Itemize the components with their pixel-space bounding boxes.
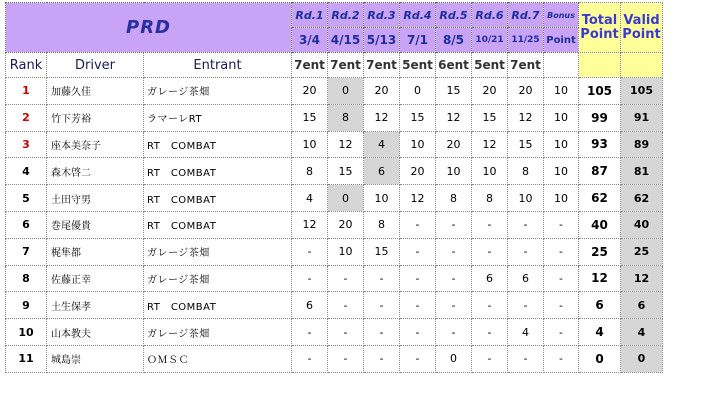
- round-label: Rd.6: [472, 3, 508, 28]
- valid-cell: 105: [621, 78, 663, 105]
- round-score-cell: 6: [364, 158, 400, 185]
- round-entries: 7ent: [328, 53, 364, 78]
- round-score-cell: 20: [400, 158, 436, 185]
- round-score-cell: -: [400, 292, 436, 319]
- table-row: [6, 185, 663, 212]
- table-title: [6, 3, 292, 53]
- total-cell: 0: [579, 345, 621, 372]
- round-score-cell: 20: [292, 78, 328, 105]
- bonus-cell: 10: [544, 131, 579, 158]
- round-score-cell: -: [328, 345, 364, 372]
- round-entries: 7ent: [292, 53, 328, 78]
- round-score-cell: -: [328, 292, 364, 319]
- valid-cell: 4: [621, 319, 663, 346]
- round-score-cell: 15: [472, 104, 508, 131]
- round-date: 10/21: [472, 28, 508, 53]
- rank-cell: 7: [6, 238, 47, 265]
- round-score-cell: 10: [292, 131, 328, 158]
- round-score-cell: 4: [364, 131, 400, 158]
- driver-cell: 土生保孝: [47, 292, 144, 319]
- round-score-cell: 10: [508, 185, 544, 212]
- round-date: 5/13: [364, 28, 400, 53]
- driver-cell: 山本教夫: [47, 319, 144, 346]
- round-score-cell: 20: [508, 78, 544, 105]
- round-score-cell: -: [508, 292, 544, 319]
- rank-cell: 10: [6, 319, 47, 346]
- total-cell: 62: [579, 185, 621, 212]
- valid-cell: 62: [621, 185, 663, 212]
- table-row: [6, 78, 663, 105]
- round-entries: 5ent: [472, 53, 508, 78]
- total-label-1: Total: [581, 12, 618, 28]
- entrant-cell: ガレージ茶畑: [144, 265, 292, 292]
- round-score-cell: -: [436, 238, 472, 265]
- round-score-cell: 8: [328, 104, 364, 131]
- round-score-cell: -: [436, 265, 472, 292]
- round-score-cell: 10: [328, 238, 364, 265]
- entrant-cell: ＯＭＳＣ: [144, 345, 292, 372]
- round-score-cell: -: [364, 292, 400, 319]
- rank-cell: 8: [6, 265, 47, 292]
- round-date: 11/25: [508, 28, 544, 53]
- bonus-entries-blank: [544, 53, 579, 78]
- bonus-cell: -: [544, 265, 579, 292]
- round-score-cell: 4: [292, 185, 328, 212]
- round-score-cell: -: [472, 292, 508, 319]
- round-label: Rd.7: [508, 3, 544, 28]
- total-cell: 105: [579, 78, 621, 105]
- round-score-cell: 8: [364, 211, 400, 238]
- round-score-cell: 6: [472, 265, 508, 292]
- round-entries: 7ent: [364, 53, 400, 78]
- table-row: [6, 211, 663, 238]
- round-score-cell: -: [400, 265, 436, 292]
- round-score-cell: 0: [436, 345, 472, 372]
- round-score-cell: 12: [400, 185, 436, 212]
- table-row: [6, 292, 663, 319]
- bonus-cell: -: [544, 211, 579, 238]
- entrant-cell: RT COMBAT: [144, 292, 292, 319]
- rank-cell: 11: [6, 345, 47, 372]
- valid-label-1: Valid: [623, 12, 660, 28]
- round-score-cell: 10: [364, 185, 400, 212]
- round-label: Rd.4: [400, 3, 436, 28]
- round-score-cell: 8: [292, 158, 328, 185]
- table-row: [6, 131, 663, 158]
- driver-cell: 巻尾優貴: [47, 211, 144, 238]
- entrant-cell: RT COMBAT: [144, 185, 292, 212]
- round-score-cell: -: [292, 265, 328, 292]
- round-score-cell: -: [292, 345, 328, 372]
- driver-cell: 城島崇: [47, 345, 144, 372]
- table-row: [6, 238, 663, 265]
- table-row: [6, 265, 663, 292]
- rank-cell: 2: [6, 104, 47, 131]
- round-score-cell: -: [292, 319, 328, 346]
- round-score-cell: 20: [472, 78, 508, 105]
- entrant-cell: ガレージ茶畑: [144, 238, 292, 265]
- table-row: [6, 104, 663, 131]
- valid-cell: 40: [621, 211, 663, 238]
- round-score-cell: -: [328, 265, 364, 292]
- driver-cell: 座本美奈子: [47, 131, 144, 158]
- bonus-cell: -: [544, 292, 579, 319]
- round-score-cell: -: [400, 238, 436, 265]
- round-entries: 7ent: [508, 53, 544, 78]
- rank-cell: 4: [6, 158, 47, 185]
- round-label: Rd.1: [292, 3, 328, 28]
- round-score-cell: 15: [508, 131, 544, 158]
- round-date: 8/5: [436, 28, 472, 53]
- round-score-cell: 20: [436, 131, 472, 158]
- round-score-cell: -: [400, 345, 436, 372]
- table-row: [6, 158, 663, 185]
- round-score-cell: -: [328, 319, 364, 346]
- driver-cell: 佐藤正幸: [47, 265, 144, 292]
- valid-point-header: [621, 3, 663, 53]
- bonus-cell: -: [544, 345, 579, 372]
- round-score-cell: -: [364, 345, 400, 372]
- round-score-cell: 8: [508, 158, 544, 185]
- round-score-cell: 6: [292, 292, 328, 319]
- total-cell: 87: [579, 158, 621, 185]
- round-label: Rd.2: [328, 3, 364, 28]
- round-score-cell: 10: [436, 158, 472, 185]
- round-score-cell: 8: [472, 185, 508, 212]
- driver-cell: 竹下芳裕: [47, 104, 144, 131]
- total-cell: 25: [579, 238, 621, 265]
- round-score-cell: -: [508, 345, 544, 372]
- valid-cell: 81: [621, 158, 663, 185]
- round-score-cell: 15: [364, 238, 400, 265]
- round-score-cell: 12: [292, 211, 328, 238]
- round-score-cell: 15: [436, 78, 472, 105]
- total-point-header: [579, 3, 621, 53]
- table-row: [6, 319, 663, 346]
- round-score-cell: -: [292, 238, 328, 265]
- total-label-2: Point: [580, 26, 619, 42]
- entrant-cell: ラマーレRT: [144, 104, 292, 131]
- entrant-cell: RT COMBAT: [144, 211, 292, 238]
- round-date: 4/15: [328, 28, 364, 53]
- rank-column-header: Rank: [6, 53, 47, 78]
- rank-cell: 3: [6, 131, 47, 158]
- round-score-cell: 0: [328, 185, 364, 212]
- valid-blank: [621, 53, 663, 78]
- total-cell: 99: [579, 104, 621, 131]
- entrant-cell: ガレージ茶畑: [144, 319, 292, 346]
- round-entries: 6ent: [436, 53, 472, 78]
- driver-column-header: Driver: [47, 53, 144, 78]
- valid-cell: 0: [621, 345, 663, 372]
- round-score-cell: 4: [508, 319, 544, 346]
- total-blank: [579, 53, 621, 78]
- round-score-cell: -: [472, 211, 508, 238]
- round-score-cell: 10: [472, 158, 508, 185]
- rank-cell: 6: [6, 211, 47, 238]
- round-label: Rd.3: [364, 3, 400, 28]
- round-score-cell: -: [436, 319, 472, 346]
- round-score-cell: -: [508, 238, 544, 265]
- round-score-cell: 12: [364, 104, 400, 131]
- valid-cell: 91: [621, 104, 663, 131]
- round-score-cell: 8: [436, 185, 472, 212]
- driver-cell: 森木啓二: [47, 158, 144, 185]
- bonus-cell: -: [544, 319, 579, 346]
- total-cell: 93: [579, 131, 621, 158]
- title-text: PRD: [126, 17, 171, 38]
- round-date: 7/1: [400, 28, 436, 53]
- driver-cell: 加藤久佳: [47, 78, 144, 105]
- total-cell: 4: [579, 319, 621, 346]
- round-score-cell: 15: [328, 158, 364, 185]
- total-cell: 6: [579, 292, 621, 319]
- valid-label-2: Point: [622, 26, 661, 42]
- bonus-cell: 10: [544, 158, 579, 185]
- round-score-cell: -: [436, 292, 472, 319]
- round-score-cell: 15: [400, 104, 436, 131]
- valid-cell: 6: [621, 292, 663, 319]
- entrant-cell: RT COMBAT: [144, 131, 292, 158]
- rank-cell: 1: [6, 78, 47, 105]
- valid-cell: 12: [621, 265, 663, 292]
- round-score-cell: -: [364, 319, 400, 346]
- round-score-cell: -: [472, 238, 508, 265]
- bonus-cell: 10: [544, 104, 579, 131]
- driver-cell: 土田守男: [47, 185, 144, 212]
- total-cell: 40: [579, 211, 621, 238]
- bonus-label: Bonus: [544, 3, 579, 28]
- bonus-sub-label: Point: [544, 28, 579, 53]
- round-score-cell: 12: [436, 104, 472, 131]
- round-score-cell: -: [364, 265, 400, 292]
- entrant-column-header: Entrant: [144, 53, 292, 78]
- round-score-cell: 12: [508, 104, 544, 131]
- round-score-cell: -: [436, 211, 472, 238]
- round-score-cell: 6: [508, 265, 544, 292]
- entrant-cell: ガレージ茶畑: [144, 78, 292, 105]
- round-score-cell: -: [400, 319, 436, 346]
- round-score-cell: -: [400, 211, 436, 238]
- round-date: 3/4: [292, 28, 328, 53]
- round-score-cell: -: [508, 211, 544, 238]
- valid-cell: 25: [621, 238, 663, 265]
- entrant-cell: RT COMBAT: [144, 158, 292, 185]
- round-score-cell: 20: [328, 211, 364, 238]
- round-score-cell: 0: [400, 78, 436, 105]
- round-score-cell: -: [472, 345, 508, 372]
- valid-cell: 89: [621, 131, 663, 158]
- round-label: Rd.5: [436, 3, 472, 28]
- table-row: [6, 345, 663, 372]
- rank-cell: 9: [6, 292, 47, 319]
- round-score-cell: -: [472, 319, 508, 346]
- round-entries: 5ent: [400, 53, 436, 78]
- round-score-cell: 0: [328, 78, 364, 105]
- total-cell: 12: [579, 265, 621, 292]
- driver-cell: 梶隼都: [47, 238, 144, 265]
- round-score-cell: 12: [328, 131, 364, 158]
- round-score-cell: 10: [400, 131, 436, 158]
- bonus-cell: 10: [544, 78, 579, 105]
- round-score-cell: 15: [292, 104, 328, 131]
- bonus-cell: 10: [544, 185, 579, 212]
- rank-cell: 5: [6, 185, 47, 212]
- standings-table: [5, 2, 663, 373]
- round-score-cell: 20: [364, 78, 400, 105]
- round-score-cell: 12: [472, 131, 508, 158]
- bonus-cell: -: [544, 238, 579, 265]
